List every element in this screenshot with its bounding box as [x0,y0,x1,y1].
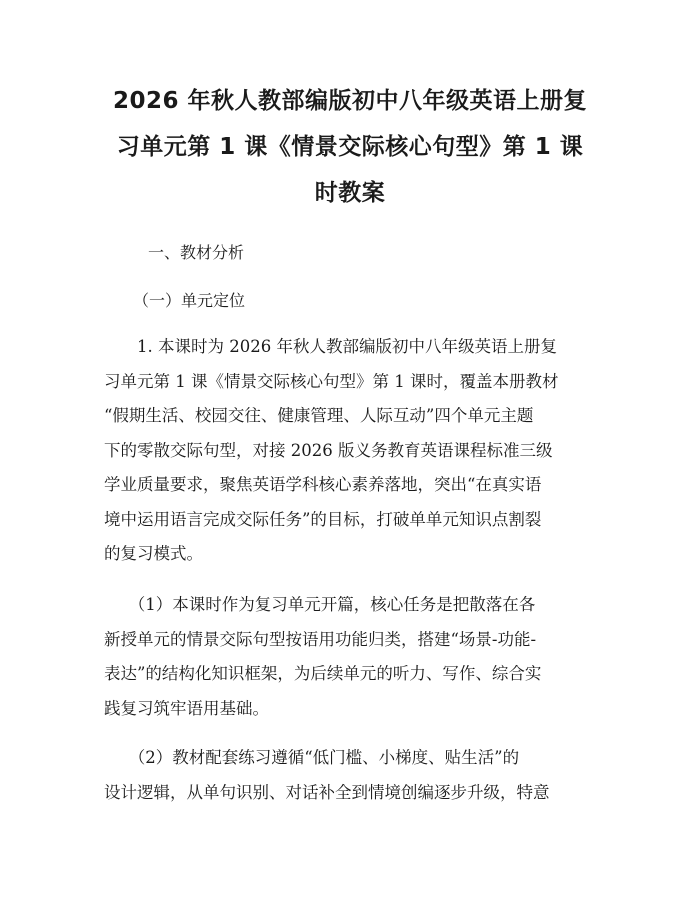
paragraph-line: 设计逻辑，从单句识别、对话补全到情境创编逐步升级，特意 [104,782,550,802]
paragraph-point-2 [104,741,604,810]
section-heading: 一、教材分析 [148,243,245,262]
paragraph-line: 下的零散交际句型，对接 2026 版义务教育英语课程标准三级 [104,440,553,460]
document-title [100,78,600,216]
paragraph-line: “假期生活、校园交往、健康管理、人际互动”四个单元主题 [104,406,534,425]
paragraph-line: 表达”的结构化知识框架，为后续单元的听力、写作、综合实 [104,664,542,683]
paragraph-line: 的复习模式。 [104,544,203,563]
paragraph-unit-positioning [104,330,604,572]
subsection-heading: （一）单元定位 [133,291,246,310]
title-line: 2026 年秋人教部编版初中八年级英语上册复 [112,88,588,114]
paragraph-line: 习单元第 1 课《情景交际核心句型》第 1 课时，覆盖本册教材 [104,371,559,391]
paragraph-line: 学业质量要求，聚焦英语学科核心素养落地，突出“在真实语 [104,475,542,494]
title-line: 时教案 [314,180,386,206]
paragraph-line: （2）教材配套练习遵循“低门槛、小梯度、贴生活”的 [104,748,520,767]
paragraph-point-1 [104,588,604,726]
title-line: 习单元第 1 课《情景交际核心句型》第 1 课 [116,134,584,160]
paragraph-line: 1. 本课时为 2026 年秋人教部编版初中八年级英语上册复 [104,337,557,356]
paragraph-line: 境中运用语言完成交际任务”的目标，打破单单元知识点割裂 [104,509,542,529]
paragraph-line: 践复习筑牢语用基础。 [104,698,269,718]
paragraph-line: （1）本课时作为复习单元开篇，核心任务是把散落在各 [104,595,536,614]
paragraph-line: 新授单元的情景交际句型按语用功能归类，搭建“场景-功能- [104,629,537,649]
